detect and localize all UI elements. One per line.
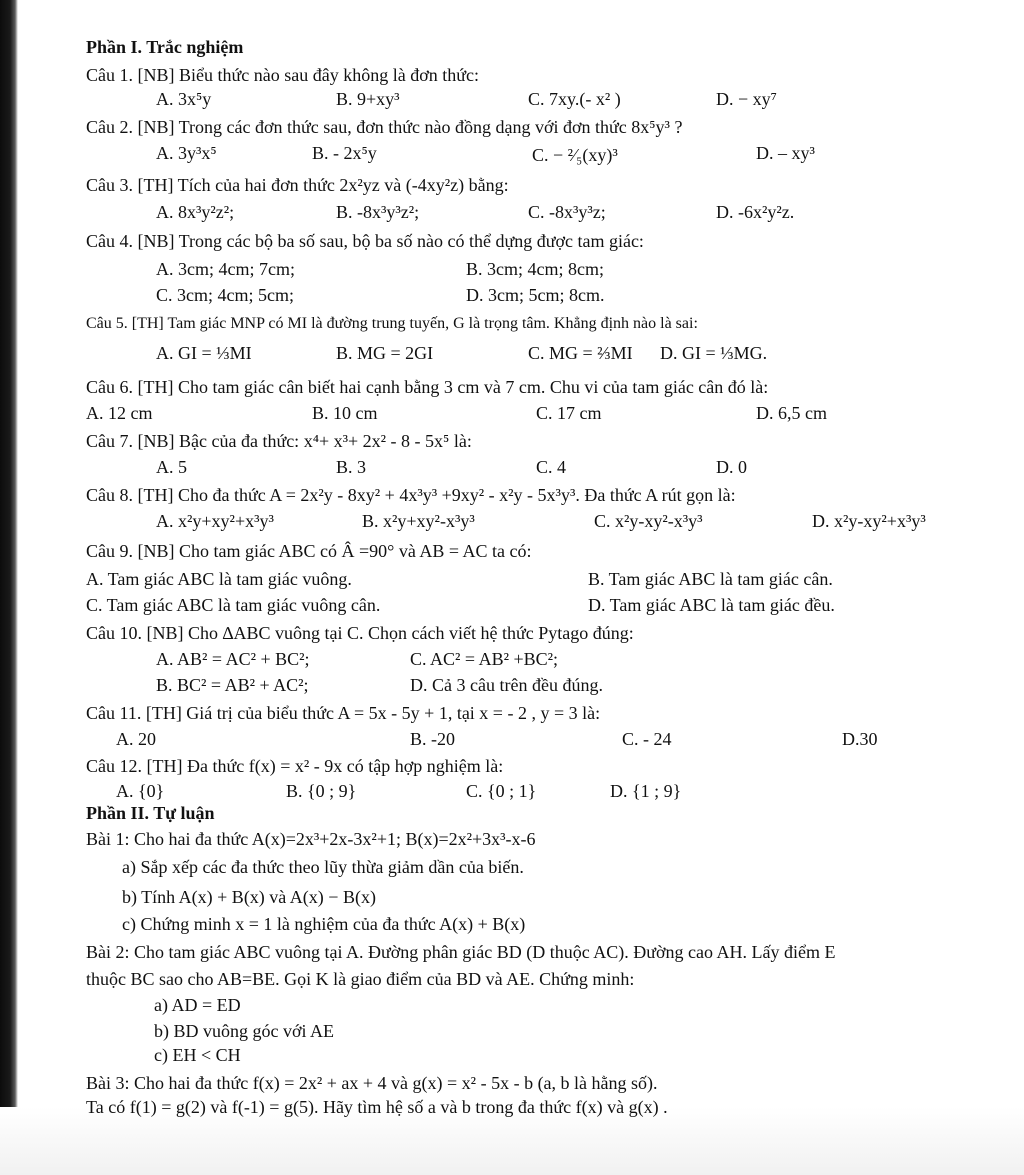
q6-option-d: D. 6,5 cm xyxy=(756,403,827,423)
q9-option-c: C. Tam giác ABC là tam giác vuông cân. xyxy=(86,595,381,615)
q3-option-c: C. -8x³y³z; xyxy=(528,202,606,222)
q7-option-a: A. 5 xyxy=(156,457,187,477)
q2-option-c: C. − ²⁄₅(xy)³ xyxy=(532,145,618,165)
q11-option-a: A. 20 xyxy=(116,729,156,749)
q2-option-d: D. – xy³ xyxy=(756,143,815,163)
question-4-stem: Câu 4. [NB] Trong các bộ ba số sau, bộ ba số nào có thể dựng được tam giác: xyxy=(86,231,644,251)
q10-option-b: B. BC² = AB² + AC²; xyxy=(156,675,309,695)
question-5-stem: Câu 5. [TH] Tam giác MNP có MI là đường trung tuyến, G là trọng tâm. Khẳng định nào là sai: xyxy=(86,315,698,332)
q9-option-d: D. Tam giác ABC là tam giác đều. xyxy=(588,595,835,615)
q11-option-c: C. - 24 xyxy=(622,729,672,749)
q2-option-b: B. - 2x⁵y xyxy=(312,143,377,163)
q5-option-a: A. GI = ⅓MI xyxy=(156,343,252,363)
q12-option-d: D. {1 ; 9} xyxy=(610,781,682,801)
q6-option-c: C. 17 cm xyxy=(536,403,602,423)
q6-option-b: B. 10 cm xyxy=(312,403,378,423)
q3-option-a: A. 8x³y²z²; xyxy=(156,202,235,222)
question-11-stem: Câu 11. [TH] Giá trị của biểu thức A = 5x - 5y + 1, tại x = - 2 , y = 3 là: xyxy=(86,703,601,723)
q1-option-a: A. 3x⁵y xyxy=(156,89,212,109)
exercise-3-stem-line-1: Bài 3: Cho hai đa thức f(x) = 2x² + ax + 4 và g(x) = x² - 5x - b (a, b là hằng số). xyxy=(86,1073,658,1093)
q12-option-b: B. {0 ; 9} xyxy=(286,781,357,801)
q8-option-d: D. x²y-xy²+x³y³ xyxy=(812,511,926,531)
q7-option-d: D. 0 xyxy=(716,457,747,477)
question-7-stem: Câu 7. [NB] Bậc của đa thức: x⁴+ x³+ 2x² - 8 - 5x⁵ là: xyxy=(86,431,472,451)
q1-option-c: C. 7xy.(- x² ) xyxy=(528,89,621,109)
q4-option-c: C. 3cm; 4cm; 5cm; xyxy=(156,285,294,305)
q8-option-c: C. x²y-xy²-x³y³ xyxy=(594,511,703,531)
question-6-stem: Câu 6. [TH] Cho tam giác cân biết hai cạnh bằng 3 cm và 7 cm. Chu vi của tam giác cân đó là: xyxy=(86,377,769,397)
question-9-stem: Câu 9. [NB] Cho tam giác ABC có Â =90° và AB = AC ta có: xyxy=(86,541,532,561)
q9-option-b: B. Tam giác ABC là tam giác cân. xyxy=(588,569,833,589)
q3-option-d: D. -6x²y²z. xyxy=(716,202,795,222)
q8-option-b: B. x²y+xy²-x³y³ xyxy=(362,511,475,531)
q8-option-a: A. x²y+xy²+x³y³ xyxy=(156,511,274,531)
q5-option-d: D. GI = ⅓MG. xyxy=(660,343,768,363)
question-8-stem: Câu 8. [TH] Cho đa thức A = 2x²y - 8xy² + 4x³y³ +9xy² - x²y - 5x³y³. Đa thức A rút gọn là: xyxy=(86,485,736,505)
exercise-2-part-a: a) AD = ED xyxy=(154,995,241,1015)
q11-option-b: B. -20 xyxy=(410,729,455,749)
q10-option-a: A. AB² = AC² + BC²; xyxy=(156,649,310,669)
q2-option-a: A. 3y³x⁵ xyxy=(156,143,217,163)
question-2-stem: Câu 2. [NB] Trong các đơn thức sau, đơn thức nào đồng dạng với đơn thức 8x⁵y³ ? xyxy=(86,117,683,137)
part1-title: Phần I. Trắc nghiệm xyxy=(86,37,244,57)
q7-option-c: C. 4 xyxy=(536,457,567,477)
question-3-stem: Câu 3. [TH] Tích của hai đơn thức 2x²yz và (-4xy²z) bằng: xyxy=(86,175,509,195)
exercise-1-part-c: c) Chứng minh x = 1 là nghiệm của đa thức A(x) + B(x) xyxy=(122,914,526,934)
q4-option-d: D. 3cm; 5cm; 8cm. xyxy=(466,285,605,305)
q11-option-d: D.30 xyxy=(842,729,878,749)
q10-option-d: D. Cả 3 câu trên đều đúng. xyxy=(410,675,603,695)
q7-option-b: B. 3 xyxy=(336,457,367,477)
q5-option-c: C. MG = ⅔MI xyxy=(528,343,633,363)
question-12-stem: Câu 12. [TH] Đa thức f(x) = x² - 9x có tập hợp nghiệm là: xyxy=(86,756,504,776)
question-1-stem: Câu 1. [NB] Biểu thức nào sau đây không là đơn thức: xyxy=(86,65,479,85)
question-10-stem: Câu 10. [NB] Cho ∆ABC vuông tại C. Chọn cách viết hệ thức Pytago đúng: xyxy=(86,623,634,643)
exercise-2-stem-line-2: thuộc BC sao cho AB=BE. Gọi K là giao điểm của BD và AE. Chứng minh: xyxy=(86,969,635,989)
exercise-1-part-a: a) Sắp xếp các đa thức theo lũy thừa giảm dần của biến. xyxy=(122,857,524,877)
q1-option-d: D. − xy⁷ xyxy=(716,89,777,109)
q12-option-a: A. {0} xyxy=(116,781,165,801)
exercise-2-part-c: c) EH < CH xyxy=(154,1045,241,1065)
q1-option-b: B. 9+xy³ xyxy=(336,89,400,109)
q6-option-a: A. 12 cm xyxy=(86,403,153,423)
exercise-1-part-b: b) Tính A(x) + B(x) và A(x) − B(x) xyxy=(122,887,376,907)
exercise-1-stem: Bài 1: Cho hai đa thức A(x)=2x³+2x-3x²+1; B(x)=2x²+3x³-x-6 xyxy=(86,829,536,849)
exercise-2-stem-line-1: Bài 2: Cho tam giác ABC vuông tại A. Đường phân giác BD (D thuộc AC). Đường cao AH. Lấy điểm E xyxy=(86,942,836,962)
q10-option-c: C. AC² = AB² +BC²; xyxy=(410,649,559,669)
q9-option-a: A. Tam giác ABC là tam giác vuông. xyxy=(86,569,352,589)
q4-option-a: A. 3cm; 4cm; 7cm; xyxy=(156,259,295,279)
exercise-2-part-b: b) BD vuông góc với AE xyxy=(154,1021,335,1041)
q3-option-b: B. -8x³y³z²; xyxy=(336,202,420,222)
exercise-3-stem-line-2: Ta có f(1) = g(2) và f(-1) = g(5). Hãy tìm hệ số a và b trong đa thức f(x) và g(x) . xyxy=(86,1097,668,1117)
q4-option-b: B. 3cm; 4cm; 8cm; xyxy=(466,259,604,279)
part2-title: Phần II. Tự luận xyxy=(86,803,215,823)
q12-option-c: C. {0 ; 1} xyxy=(466,781,537,801)
q5-option-b: B. MG = 2GI xyxy=(336,343,434,363)
